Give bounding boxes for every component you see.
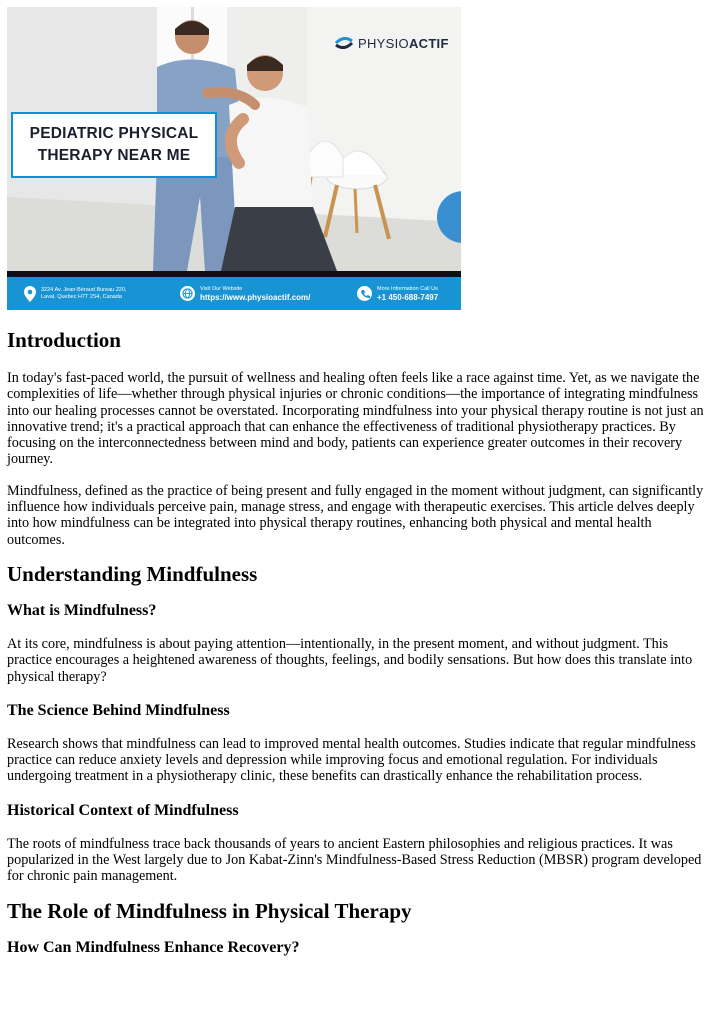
paragraph-what-is-mindfulness: At its core, mindfulness is about paying attention—intentionally, in the present moment, and without judgment. This practice encourages a heightened awareness of thoughts, feelings, and bodily sensations. But how does this translate into physical therapy? [7, 635, 693, 685]
website-url[interactable]: https://www.physioactif.com/ [200, 292, 311, 302]
brand-name: PHYSIOACTIF [358, 35, 449, 51]
address-line-1: 3224 Av. Jean-Béraud Bureau 220, [41, 286, 127, 293]
heading-introduction: Introduction [7, 328, 121, 352]
address-line-2: Laval, Quebec H7T 2S4, Canada [41, 293, 122, 300]
brand-logo [334, 34, 449, 52]
banner-title-box [11, 112, 217, 178]
globe-icon [180, 286, 195, 301]
heading-what-is-mindfulness: What is Mindfulness? [7, 601, 157, 619]
paragraph-science: Research shows that mindfulness can lead to improved mental health outcomes. Studies indicate that regular mindfulness practice can reduce anxiety levels and depression while improving focus and emotional regulation. For individuals undergoing treatment in a physiotherapy clinic, these benefits can drastically enhance the rehabilitation process. [7, 735, 696, 785]
heading-enhance-recovery: How Can Mindfulness Enhance Recovery? [7, 938, 300, 956]
paragraph-history: The roots of mindfulness trace back thousands of years to ancient Eastern philosophies and religious practices. It was popularized in the West largely due to Jon Kabat-Zinn's Mindfulness-Based Stress Reduction (MBSR) program developed for chronic pain management. [7, 835, 702, 885]
banner-title-line-1: PEDIATRIC PHYSICAL [29, 125, 199, 142]
heading-historical-context: Historical Context of Mindfulness [7, 801, 239, 819]
physioactif-swoosh-logo [334, 37, 354, 49]
heading-role-of-mindfulness: The Role of Mindfulness in Physical Therapy [7, 898, 412, 923]
location-pin-icon [24, 286, 36, 302]
phone-label: More Information Call Us [377, 285, 438, 292]
phone-number[interactable]: +1 450-688-7497 [377, 292, 439, 302]
heading-science-behind-mindfulness: The Science Behind Mindfulness [7, 701, 230, 719]
website-label: Visit Our Website [200, 285, 243, 292]
article-body [7, 310, 713, 958]
address-block [24, 277, 126, 310]
heading-understanding-mindfulness: Understanding Mindfulness [7, 561, 258, 586]
phone-block[interactable] [357, 277, 438, 310]
banner-title-line-2: THERAPY NEAR ME [37, 147, 191, 164]
phone-icon [357, 286, 372, 301]
hero-banner [7, 7, 461, 310]
banner-footer [7, 277, 461, 310]
paragraph-intro-2: Mindfulness, defined as the practice of being present and fully engaged in the moment without judgment, can significantly influence how individuals perceive pain, manage stress, and engage with therapeutic exercises. This article delves deeply into how mindfulness can be integrated into physical therapy routines, enhancing both physical and mental health outcomes. [7, 482, 704, 548]
website-block[interactable] [180, 277, 310, 310]
paragraph-intro-1: In today's fast-paced world, the pursuit of wellness and healing often feels like a race against time. Yet, as we navigate the complexities of life—whether through physical injuries or chronic conditions—the importance of integrating mindfulness into our healing processes cannot be overstated. Incorporating mindfulness into your physical therapy routine is not just an innovative trend; it's a practical approach that can enhance the effectiveness of traditional physiotherapy practices. By focusing on the interconnectedness between mind and body, patients can experience greater outcomes in their recovery journey. [7, 370, 704, 468]
